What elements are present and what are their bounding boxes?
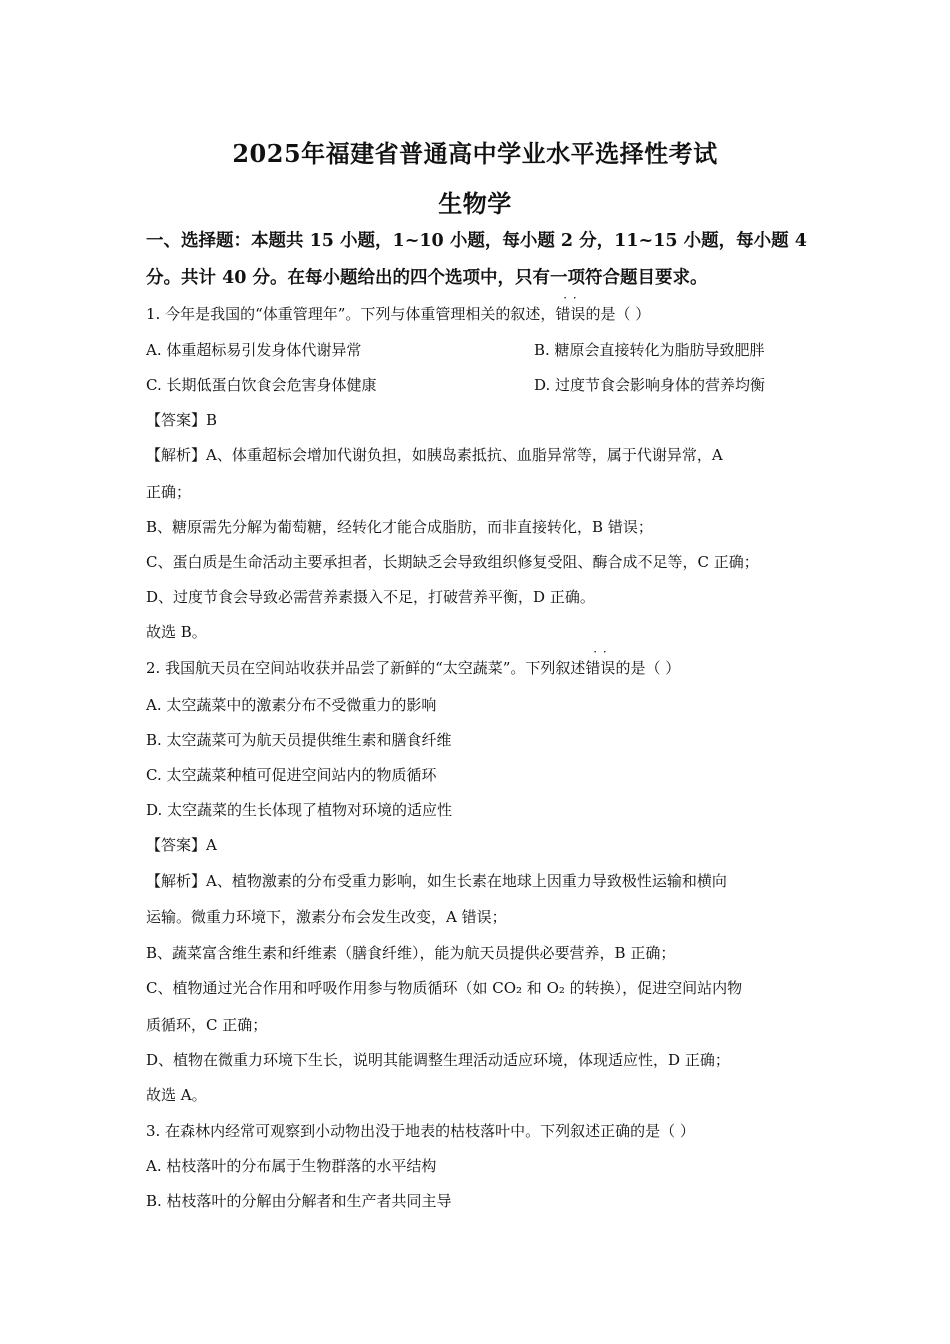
section-heading-line1: 一、选择题：本题共 15 小题，1~10 小题，每小题 2 分，11~15 小题，每小题 4 <box>146 231 807 251</box>
q2-explanation-2: 运输。微重力环境下，激素分布会发生改变，A 错误； <box>146 908 507 926</box>
q1-option-d: D. 过度节食会影响身体的营养均衡 <box>534 376 766 394</box>
q2-explanation-4: C、植物通过光合作用和呼吸作用参与物质循环（如 CO₂ 和 O₂ 的转换），促进空间站内物 <box>146 979 743 997</box>
q2-option-d: D. 太空蔬菜的生长体现了植物对环境的适应性 <box>146 801 453 819</box>
q2-option-a: A. 太空蔬菜中的激素分布不受微重力的影响 <box>146 696 437 714</box>
q1-conclusion: 故选 B。 <box>146 623 207 641</box>
q2-conclusion: 故选 A。 <box>146 1086 207 1104</box>
q2-explanation-6: D、植物在微重力环境下生长，说明其能调整生理活动适应环境，体现适应性，D 正确； <box>146 1051 730 1069</box>
q1-option-c: C. 长期低蛋白饮食会危害身体健康 <box>146 376 377 394</box>
q1-explanation-4: C、蛋白质是生命活动主要承担者，长期缺乏会导致组织修复受阻、酶合成不足等，C 正确； <box>146 553 759 571</box>
q1-stem-part1: 1. 今年是我国的“体重管理年”。下列与体重管理相关的叙述， <box>146 305 556 323</box>
q3-option-a: A. 枯枝落叶的分布属于生物群落的水平结构 <box>146 1157 437 1175</box>
q2-explanation-5: 质循环，C 正确； <box>146 1016 268 1034</box>
q1-stem <box>146 303 650 324</box>
q1-explanation-5: D、过度节食会导致必需营养素摄入不足，打破营养平衡，D 正确。 <box>146 588 595 606</box>
q2-stem <box>146 657 680 678</box>
q1-stem-emphasis: · · 错误 <box>555 303 585 324</box>
q3-stem: 3. 在森林内经常可观察到小动物出没于地表的枯枝落叶中。下列叙述正确的是（ ） <box>146 1122 695 1140</box>
q1-explanation-3: B、糖原需先分解为葡萄糖，经转化才能合成脂肪，而非直接转化，B 错误； <box>146 518 653 536</box>
q2-explanation-3: B、蔬菜富含维生素和纤维素（膳食纤维），能为航天员提供必要营养，B 正确； <box>146 944 676 962</box>
subject-title: 生物学 <box>438 189 512 218</box>
q2-explanation-1: 【解析】A、植物激素的分布受重力影响，如生长素在地球上因重力导致极性运输和横向 <box>146 872 727 890</box>
q1-option-b: B. 糖原会直接转化为脂肪导致肥胖 <box>534 341 765 359</box>
q3-option-b: B. 枯枝落叶的分解由分解者和生产者共同主导 <box>146 1192 452 1210</box>
q2-option-c: C. 太空蔬菜种植可促进空间站内的物质循环 <box>146 766 437 784</box>
q1-option-a: A. 体重超标易引发身体代谢异常 <box>146 341 362 359</box>
q1-explanation-1: 【解析】A、体重超标会增加代谢负担，如胰岛素抵抗、血脂异常等，属于代谢异常，A <box>146 446 723 464</box>
q2-stem-emphasis: · · 错误 <box>585 657 615 678</box>
section-heading-line2: 分。共计 40 分。在每小题给出的四个选项中，只有一项符合题目要求。 <box>146 268 708 288</box>
q1-stem-part2: 的是（ ） <box>585 305 651 323</box>
q1-answer: 【答案】B <box>146 411 218 429</box>
q1-explanation-2: 正确； <box>146 483 192 501</box>
q2-answer: 【答案】A <box>146 836 217 854</box>
q2-stem-part2: 的是（ ） <box>615 659 681 677</box>
q2-option-b: B. 太空蔬菜可为航天员提供维生素和膳食纤维 <box>146 731 452 749</box>
q2-stem-part1: 2. 我国航天员在空间站收获并品尝了新鲜的“太空蔬菜”。下列叙述 <box>146 659 586 677</box>
exam-title: 2025年福建省普通高中学业水平选择性考试 <box>232 139 718 168</box>
